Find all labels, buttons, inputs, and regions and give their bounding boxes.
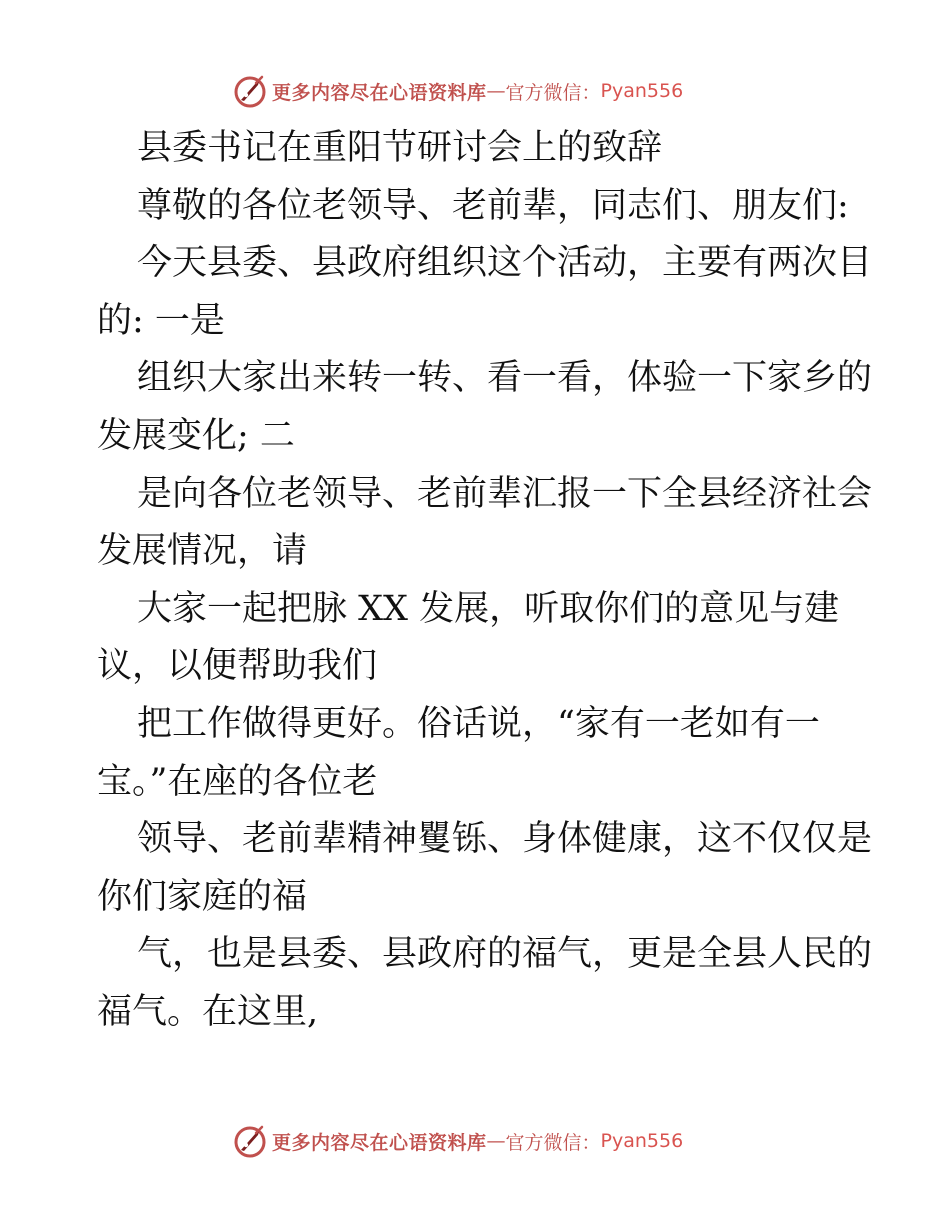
banner-main-text: 更多内容尽在心语资料库 bbox=[272, 1131, 487, 1154]
text-line: 你们家庭的福 bbox=[97, 876, 308, 917]
banner-wechat-id: Pyan556 bbox=[600, 80, 684, 102]
text-line: 气，也是县委、县政府的福气，更是全县人民的 bbox=[137, 934, 873, 975]
banner-dash: — bbox=[486, 1130, 506, 1152]
banner-dash: — bbox=[486, 80, 506, 102]
banner-main-text: 更多内容尽在心语资料库 bbox=[272, 81, 487, 104]
text-line: 大家一起把脉 XX 发展，听取你们的意见与建 bbox=[137, 588, 840, 629]
text-line: 发展情况，请 bbox=[97, 531, 308, 572]
footer-watermark-banner bbox=[232, 1121, 683, 1161]
document-body bbox=[97, 120, 873, 1042]
banner-wechat-label: 官方微信： bbox=[505, 1131, 601, 1154]
text-line: 组织大家出来转一转、看一看，体验一下家乡的 bbox=[137, 358, 873, 399]
quill-pen-logo-icon bbox=[232, 1123, 268, 1159]
text-line: 议，以便帮助我们 bbox=[97, 646, 378, 687]
text-line: 今天县委、县政府组织这个活动，主要有两次目 bbox=[137, 243, 873, 284]
quill-pen-logo-icon bbox=[232, 73, 268, 109]
text-line: 把工作做得更好。俗话说，“家有一老如有一 bbox=[137, 703, 820, 744]
banner-wechat-id: Pyan556 bbox=[600, 1130, 684, 1152]
text-line: 尊敬的各位老领导、老前辈，同志们、朋友们: bbox=[137, 185, 849, 226]
text-line: 宝。”在座的各位老 bbox=[97, 761, 378, 802]
header-watermark-banner bbox=[232, 71, 683, 111]
banner-wechat-label: 官方微信： bbox=[505, 81, 601, 104]
text-line: 的: 一是 bbox=[97, 300, 225, 341]
document-title: 县委书记在重阳节研讨会上的致辞 bbox=[137, 128, 663, 168]
text-line: 发展变化; 二 bbox=[97, 415, 295, 456]
text-line: 是向各位老领导、老前辈汇报一下全县经济社会 bbox=[137, 473, 873, 514]
text-line: 福气。在这里, bbox=[97, 991, 319, 1032]
text-line: 领导、老前辈精神矍铄、身体健康，这不仅仅是 bbox=[137, 819, 873, 860]
